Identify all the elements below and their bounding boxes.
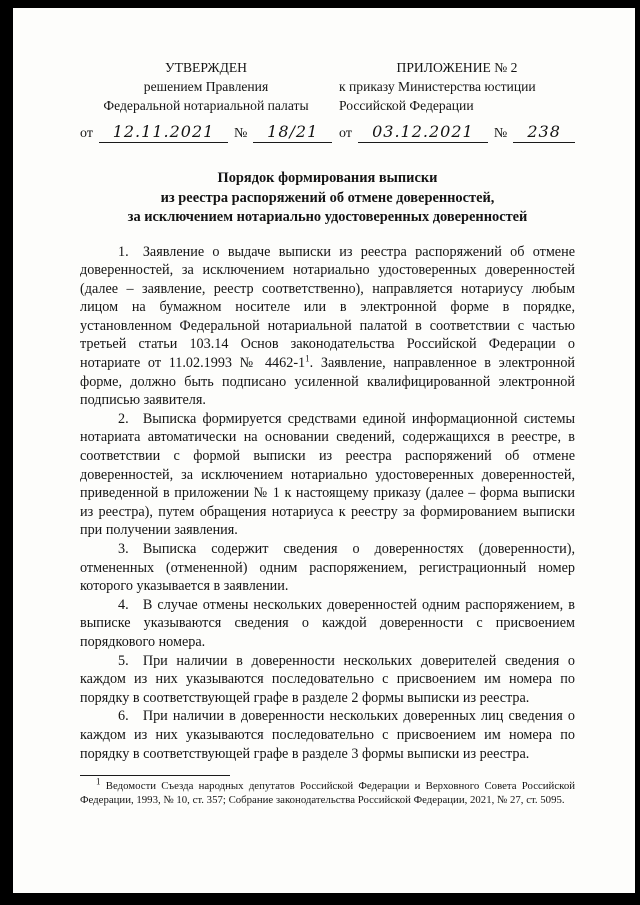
approval-line: Федеральной нотариальной палаты bbox=[103, 98, 309, 113]
paragraph-1 bbox=[80, 243, 575, 410]
number-label: № bbox=[234, 126, 248, 141]
document-title bbox=[80, 169, 575, 228]
document-body bbox=[80, 243, 575, 764]
footnote-body: Ведомости Съезда народных депутатов Российской Федерации и Верховного Совета Российской Федерации, 1993, № 10, ст. 357; Собрание законодательства Российской Федерации, 2021, № 27, ст. 5095. bbox=[80, 780, 575, 806]
title-line: Порядок формирования выписки bbox=[217, 170, 438, 186]
footnote-number: 1 bbox=[96, 776, 101, 787]
number-label: № bbox=[493, 126, 508, 141]
approval-date-line bbox=[80, 122, 332, 143]
appendix-line: ПРИЛОЖЕНИЕ № 2 bbox=[396, 60, 518, 75]
document-content bbox=[13, 8, 635, 807]
title-line: из реестра распоряжений об отмене доверенностей, bbox=[160, 189, 495, 206]
approval-stamp bbox=[80, 58, 332, 143]
appendix-date-line bbox=[339, 122, 575, 143]
paragraph-5: 5. При наличии в доверенности нескольких доверителей сведения о каждом из них указываются последовательно с присвоением им номера по порядку в соответствующей графе в разделе 2 формы выписки из реестра. bbox=[80, 652, 575, 706]
footnote-text bbox=[80, 776, 575, 807]
paragraph-3: 3. Выписка содержит сведения о доверенностях (доверенности), отмененных (отмененной) одним распоряжением, регистрационный номер которого указывается в заявлении. bbox=[80, 541, 575, 595]
appendix-line: Российской Федерации bbox=[339, 98, 474, 113]
title-line: за исключением нотариально удостоверенных доверенностей bbox=[127, 209, 528, 225]
paragraph-6: 6. При наличии в доверенности нескольких доверенных лиц сведения о каждом из них указываются последовательно с присвоением им номера по порядку в соответствующей графе в разделе 3 формы выписки из реестра. bbox=[80, 708, 575, 762]
document-page bbox=[13, 8, 635, 893]
footnote bbox=[80, 775, 575, 807]
from-label: от bbox=[80, 126, 93, 141]
paragraph-1-text: 1. Заявление о выдаче выписки из реестра распоряжений об отмене доверенностей, за исключением нотариально удостоверенных доверенностей (далее – заявление, реестр соответственно), направляется нотариусу любым лицом на бумажном носителе или в электронной форме в порядке, установленном Федеральной нотариальной палатой в соответствии с частью третьей статьи 103.14 Основ законодательства Российской Федерации о нотариате от 11.02.1993 № 4462-1 bbox=[80, 243, 575, 372]
paragraph-1-text: . Заявление, направленное в электронной форме, должно быть подписано усиленной квалифицированной электронной подписью заявителя. bbox=[80, 355, 576, 409]
appendix-stamp bbox=[339, 58, 575, 143]
footnote-marker: 1 bbox=[305, 353, 310, 364]
handwritten-date: 03.12.2021 bbox=[372, 122, 474, 141]
approval-line: УТВЕРЖДЕН bbox=[165, 60, 247, 75]
handwritten-number-field bbox=[513, 122, 575, 143]
handwritten-date-field bbox=[99, 122, 228, 143]
appendix-line: к приказу Министерства юстиции bbox=[339, 79, 536, 94]
paragraph-4: 4. В случае отмены нескольких доверенностей одним распоряжением, в выписке указываются сведения о каждой доверенности с присвоением порядкового номера. bbox=[80, 596, 575, 650]
handwritten-date-field bbox=[358, 122, 488, 143]
from-label: от bbox=[339, 126, 352, 141]
handwritten-number: 238 bbox=[527, 122, 561, 141]
footnote-separator bbox=[80, 775, 230, 776]
handwritten-number-field bbox=[253, 122, 332, 143]
header bbox=[80, 58, 575, 143]
handwritten-number: 18/21 bbox=[267, 122, 319, 141]
handwritten-date: 12.11.2021 bbox=[112, 122, 215, 141]
approval-line: решением Правления bbox=[143, 79, 269, 94]
paragraph-2: 2. Выписка формируется средствами единой информационной системы нотариата автоматически на основании сведений, содержащихся в реестре, в соответствии с формой выписки из реестра распоряжений об отмене доверенностей, за исключением нотариально удостоверенных доверенностей, приведенной в приложении № 1 к настоящему приказу (далее – форма выписки из реестра), путем обращения нотариуса к реестру за формированием выписки при получении заявления. bbox=[80, 410, 575, 539]
